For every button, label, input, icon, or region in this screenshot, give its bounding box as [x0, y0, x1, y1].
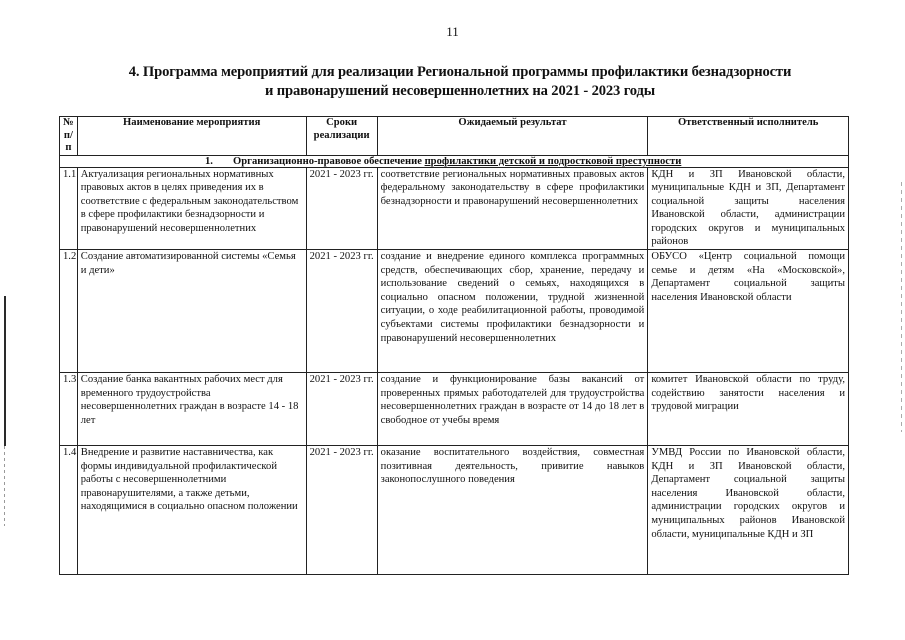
table-header-row — [60, 117, 849, 156]
row-name: Создание автоматизированной системы «Семья и дети» — [77, 250, 306, 373]
page-title-line-2: и правонарушений несовершеннолетних на 2021 - 2023 годы — [264, 83, 656, 99]
row-num: 1.4 — [60, 446, 78, 575]
section-title-underlined: профилактики детской и подростковой преступности — [424, 155, 682, 167]
scan-edge-mark-left-dotted — [4, 446, 5, 526]
row-result: создание и функционирование базы вакансий от проверенных прямых работодателей для трудоустройства несовершеннолетних граждан в возрасте от 14 до 18 лет в свободное от учебы время — [377, 373, 648, 446]
row-term: 2021 - 2023 гг. — [306, 446, 377, 575]
row-term: 2021 - 2023 гг. — [306, 373, 377, 446]
row-term: 2021 - 2023 гг. — [306, 250, 377, 373]
row-result: оказание воспитательного воздействия, совместная позитивная деятельность, привитие навыков законопослушного поведения — [377, 446, 648, 575]
row-executor: комитет Ивановской области по труду, содействию занятости населения и трудовой миграции — [648, 373, 849, 446]
row-num: 1.2 — [60, 250, 78, 373]
row-result: соответствие региональных нормативных правовых актов федеральному законодательству в сфере профилактики безнадзорности и правонарушений несовершеннолетних — [377, 167, 648, 250]
section-heading — [60, 155, 849, 167]
row-executor: ОБУСО «Центр социальной помощи семье и детям «На «Московской», Департамент социальной защиты населения Ивановской области — [648, 250, 849, 373]
table-row — [60, 167, 849, 250]
table-row — [60, 446, 849, 575]
section-number: 1. — [205, 155, 213, 167]
table-row — [60, 373, 849, 446]
header-result: Ожидаемый результат — [377, 117, 648, 156]
header-name: Наименование мероприятия — [77, 117, 306, 156]
section-row — [60, 155, 849, 167]
row-executor: УМВД России по Ивановской области, КДН и ЗП Ивановской области, Департамент социальной защиты населения Ивановской области, администрации городских округов и муниципальных районов Ивановской области, муниципальные КДН и ЗП — [648, 446, 849, 575]
row-name: Внедрение и развитие наставничества, как формы индивидуальной профилактической работы с несовершеннолетними правонарушителями, а также детьми, находящимися в социально опасном положении — [77, 446, 306, 575]
page-title-line-1: 4. Программа мероприятий для реализации Региональной программы профилактики безнадзорности — [128, 64, 792, 80]
row-name: Актуализация региональных нормативных правовых актов в целях приведения их в соответствие с федеральным законодательством в сфере профилактики безнадзорности и правонарушений несовершеннолетних — [77, 167, 306, 250]
table-row — [60, 250, 849, 373]
page-number: 11 — [446, 24, 459, 39]
header-executor: Ответственный исполнитель — [648, 117, 849, 156]
row-term: 2021 - 2023 гг. — [306, 167, 377, 250]
section-title-plain: Организационно-правовое обеспечение — [233, 155, 425, 167]
scan-edge-mark-right — [901, 182, 902, 432]
header-term: Сроки реализации — [306, 117, 377, 156]
row-result: создание и внедрение единого комплекса программных средств, обеспечивающих сбор, хранение, передачу и использование сведений о семьях, находящихся в социально опасном положении, трудной жизненной ситуации, о ходе реабилитационной работы, проводимой субъектами системы профилактики безнадзорности и правонарушений несовершеннолетних — [377, 250, 648, 373]
program-activities-table — [59, 116, 849, 575]
row-name: Создание банка вакантных рабочих мест для временного трудоустройства несовершеннолетних граждан в возрасте 14 - 18 лет — [77, 373, 306, 446]
header-num: № п/п — [60, 117, 78, 156]
row-executor: КДН и ЗП Ивановской области, муниципальные КДН и ЗП, Департамент социальной защиты населения Ивановской области, администрации городских округов и муниципальных районов — [648, 167, 849, 250]
row-num: 1.3 — [60, 373, 78, 446]
scan-edge-mark-left — [4, 296, 6, 446]
page-title — [60, 63, 860, 101]
row-num: 1.1 — [60, 167, 78, 250]
